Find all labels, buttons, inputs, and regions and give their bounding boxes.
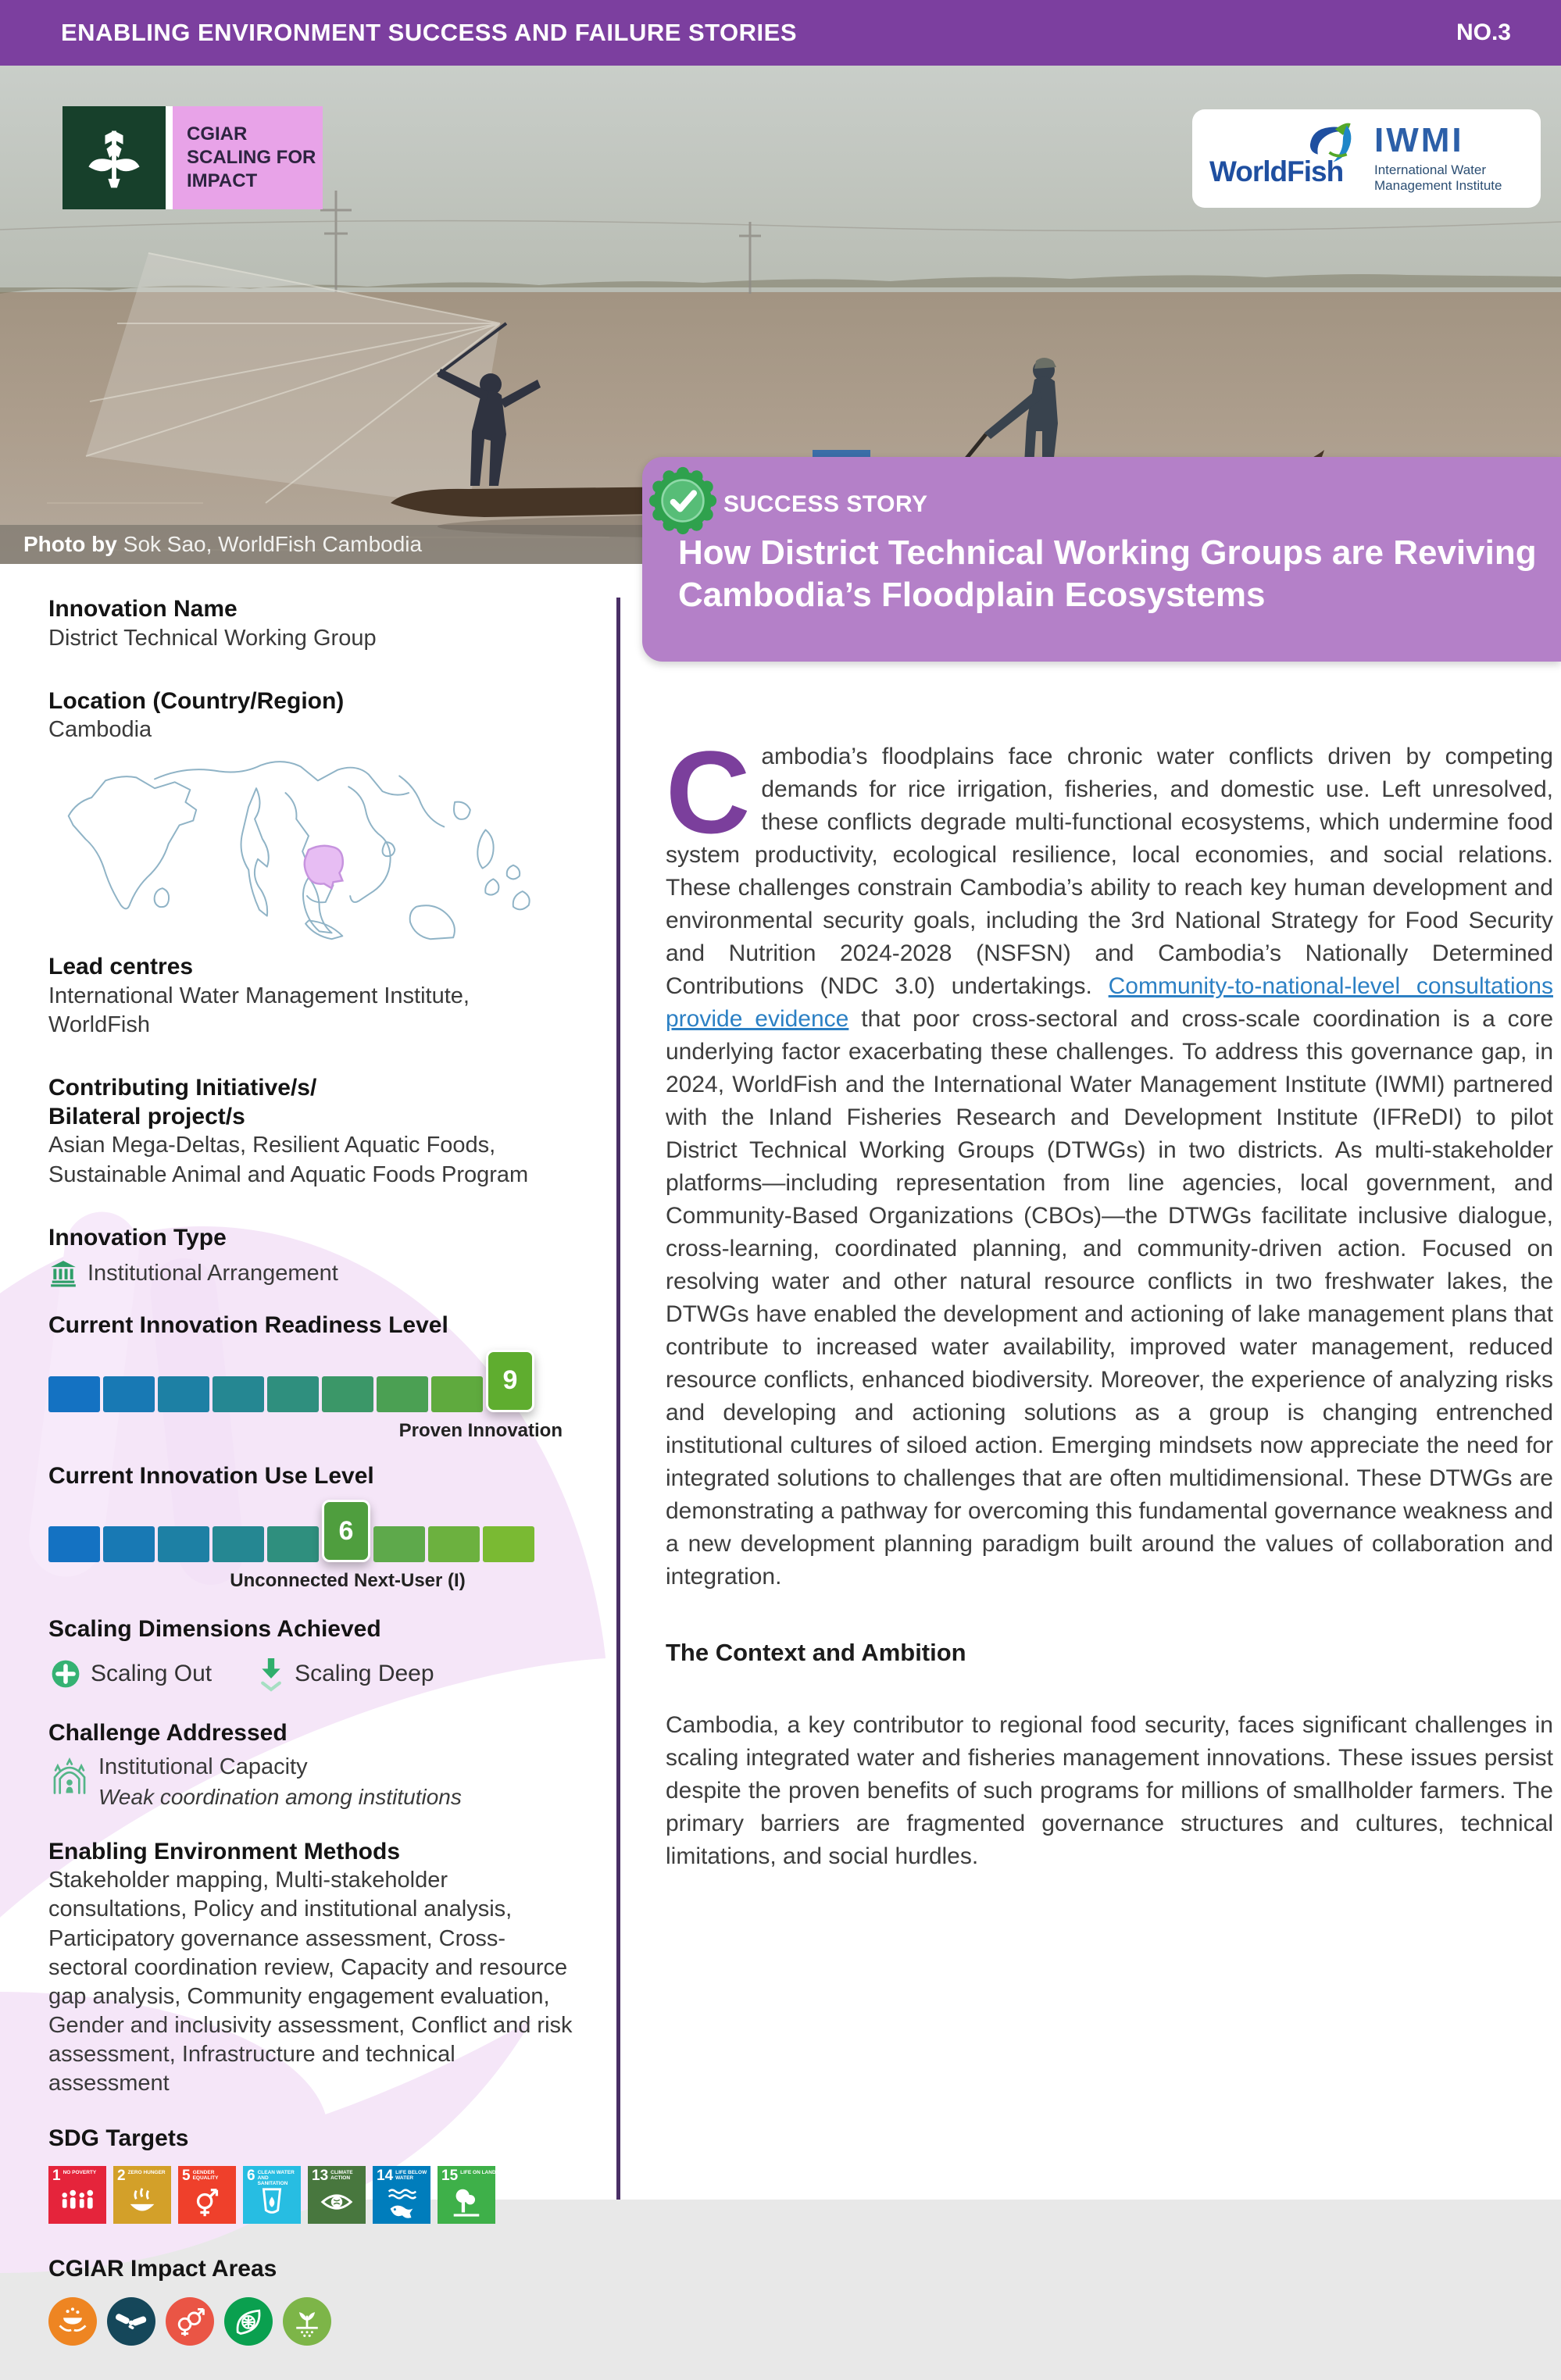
level-cell [158, 1526, 209, 1562]
level-cell [267, 1376, 319, 1412]
readiness-section [48, 1311, 603, 1442]
level-cell [103, 1376, 155, 1412]
innovation-name-section [48, 595, 603, 653]
level-indicator-box: 6 [322, 1500, 370, 1562]
iwmi-tagline [1374, 162, 1523, 194]
header-bar [0, 0, 1561, 66]
sdg-1-tile: 1 NO POVERTY [48, 2166, 106, 2224]
impact-label: CGIAR Impact Areas [48, 2255, 277, 2282]
challenge-label: Challenge Addressed [48, 1720, 288, 1746]
gender-equality-youth-inclusion-icon [166, 2297, 214, 2346]
use-level-label: Current Innovation Use Level [48, 1462, 374, 1489]
issue-number: NO.3 [1456, 20, 1511, 45]
cgiar-logo [63, 106, 323, 209]
poverty-reduction-jobs-icon [107, 2297, 155, 2346]
innovation-type-value: Institutional Arrangement [88, 1260, 338, 1286]
scaling-out-icon [48, 1657, 83, 1691]
contributing-section [48, 1074, 603, 1189]
scaling-deep-label: Scaling Deep [295, 1661, 434, 1686]
challenge-note: Weak coordination among institutions [98, 1784, 462, 1809]
worldfish-logo [1209, 120, 1362, 198]
location-value: Cambodia [48, 717, 152, 743]
level-cell [483, 1526, 534, 1562]
photo-credit-value: Sok Sao, WorldFish Cambodia [123, 532, 423, 556]
sdg-14-tile: 14 LIFE BELOW WATER [373, 2166, 430, 2224]
iwmi-wordmark: IWMI [1374, 120, 1464, 159]
sdg-1-icon [59, 2185, 96, 2221]
main-column [666, 726, 1553, 1873]
institution-bank-icon [48, 1258, 78, 1288]
scaling-label: Scaling Dimensions Achieved [48, 1616, 381, 1643]
cgiar-logo-divider [166, 106, 173, 209]
lead-paragraph-post: that poor cross-sectoral and cross-scale coordination is a core underlying factor exacerbating these challenges. To address this governance gap, in 2024, WorldFish and the International Water Management Institute (IWMI) partnered with the Inland Fisheries Research and Development Institute (IFReDI) to pilot District Technical Working Groups (DTWGs) in two districts. As multi-stakeholder platforms—including representation from line agencies, local government, and Community-Based Organizations (CBOs)—the DTWGs facilitate inclusive dialogue, cross-learning, coordinated planning, and community-driven action. Focused on resolving water and other natural resource conflicts in two freshwater lakes, the DTWGs have enabled the development and actioning of lake management plans that contribute to increased water availability, improved water management, reduced resource conflicts, enhanced biodiversity. Moreover, the experience of analyzing risks and developing and actioning solutions as a group is changing entrenched institutional cultures of siloed action. Emerging mindsets now appreciate the need for integrated solutions to challenges that are often multidimensional. These DTWGs are demonstrating a pathway for overcoming this fundamental governance weakness and a new development planning paradigm built around the values of collaboration and integration. [666, 1006, 1553, 1590]
level-cell [213, 1376, 264, 1412]
partner-logos [1192, 109, 1541, 208]
cgiar-line1: CGIAR [187, 123, 248, 145]
sdg-15-tile: 15 LIFE ON LAND [438, 2166, 495, 2224]
level-cell [48, 1376, 100, 1412]
readiness-caption: Proven Innovation [398, 1419, 563, 1441]
cgiar-logo-text [173, 106, 323, 209]
challenge-value: Institutional Capacity [98, 1754, 308, 1779]
level-cell [322, 1376, 373, 1412]
sdg-13-icon [318, 2185, 355, 2221]
success-story-panel [642, 457, 1561, 662]
header-title: ENABLING ENVIRONMENT SUCCESS AND FAILURE STORIES [61, 19, 798, 46]
sdg-5-icon [188, 2185, 226, 2221]
environmental-health-biodiversity-icon [283, 2297, 331, 2346]
scaling-out-label: Scaling Out [91, 1661, 213, 1686]
sdg-2-icon [123, 2185, 161, 2221]
methods-section [48, 1838, 603, 2098]
lead-centres-label: Lead centres [48, 954, 194, 980]
methods-value: Stakeholder mapping, Multi-stakeholder consultations, Policy and institutional analysis, Participatory governance assessment, Cross-sectoral coordination review, Capacity and resource gap analysis, Community engagement evaluation, Gender and inclusivity assessment, Conflict and risk assessment, Infrastructure and technical assessment [48, 1868, 573, 2096]
lead-centres-value: International Water Management Institute, WorldFish [48, 983, 470, 1038]
sdg-label: SDG Targets [48, 2125, 189, 2152]
sdg-5-tile: 5 GENDER EQUALITY [178, 2166, 236, 2224]
level-cell [428, 1526, 480, 1562]
iwmi-tagline-1: International Water [1374, 162, 1486, 177]
iwmi-tagline-2: Management Institute [1374, 178, 1502, 193]
location-label: Location (Country/Region) [48, 687, 345, 714]
lead-paragraph-pre: ambodia’s floodplains face chronic water conflicts driven by competing demands for rice irrigation, fisheries, and domestic use. Left unresolved, these conflicts degrade multi-functional ecosystems, which undermine food system productivity, ecological resilience, local economies, and social relations. These challenges constrain Cambodia’s ability to reach key human development and environmental security goals, including the 3rd National Strategy for Food Security and Nutrition 2024-2028 (NSFSN) and Cambodia’s Nationally Determined Contributions (NDC 3.0) undertakings. [666, 744, 1553, 999]
innovation-name-label: Innovation Name [48, 596, 238, 622]
scaling-deep-icon [255, 1655, 287, 1693]
level-cell [158, 1376, 209, 1412]
methods-label: Enabling Environment Methods [48, 1838, 401, 1864]
readiness-label: Current Innovation Readiness Level [48, 1312, 448, 1339]
level-cell [431, 1376, 483, 1412]
innovation-type-section [48, 1224, 603, 1289]
cgiar-line2: SCALING FOR [187, 147, 316, 168]
use-level-bar [48, 1517, 567, 1562]
scaling-section [48, 1615, 603, 1693]
cambodia-highlight [305, 846, 343, 888]
location-section [48, 687, 603, 946]
sdg-6-tile: 6 CLEAN WATER AND SANITATION [243, 2166, 301, 2224]
contributing-value: Asian Mega-Deltas, Resilient Aquatic Foods, Sustainable Animal and Aquatic Foods Program [48, 1133, 529, 1187]
nutrition-health-food-security-icon [48, 2297, 97, 2346]
sidebar [48, 595, 603, 2380]
scaling-out-item [48, 1657, 212, 1691]
scaling-deep-item [255, 1655, 434, 1693]
success-story-badge-label: SUCCESS STORY [723, 491, 928, 517]
sdg-6-icon [253, 2185, 291, 2221]
success-check-badge-icon [648, 466, 717, 535]
level-cell [267, 1526, 319, 1562]
level-cell [103, 1526, 155, 1562]
impact-icon-row [48, 2297, 603, 2346]
cgiar-wheat-icon [63, 106, 166, 209]
lead-paragraph [666, 726, 1553, 1593]
institutional-capacity-icon [48, 1753, 91, 1797]
contributing-label-1: Contributing Initiative/s/ [48, 1075, 317, 1101]
level-indicator-box: 9 [486, 1350, 534, 1412]
context-paragraph: Cambodia, a key contributor to regional food security, faces significant challenges in scaling integrated water and fisheries management innovations. These issues persist despite the proven benefits of such programs for millions of smallholder farmers. The primary barriers are fragmented governance structures and cultures, technical limitations, and social hurdles. [666, 1712, 1553, 1869]
dropcap: C [666, 726, 751, 858]
story-title: How District Technical Working Groups are Reviving Cambodia’s Floodplain Ecosystems [678, 533, 1537, 615]
consultations-evidence-link[interactable]: Community-to-national-level consultations provide evidence [666, 973, 1553, 1032]
impact-section [48, 2255, 603, 2346]
photo-credit-label: Photo by [23, 532, 117, 556]
column-divider [616, 598, 620, 2200]
level-cell [373, 1526, 425, 1562]
challenge-section [48, 1719, 603, 1810]
sdg-section [48, 2125, 603, 2224]
level-cell [48, 1526, 100, 1562]
use-level-caption: Unconnected Next-User (I) [230, 1570, 466, 1592]
iwmi-logo [1363, 120, 1523, 194]
innovation-type-label: Innovation Type [48, 1224, 227, 1251]
sdg-icon-row [48, 2166, 603, 2224]
innovation-name-value: District Technical Working Group [48, 625, 377, 651]
use-level-section [48, 1462, 603, 1593]
readiness-level-bar [48, 1367, 567, 1412]
contributing-label [48, 1074, 603, 1131]
climate-adaptation-mitigation-icon [224, 2297, 273, 2346]
cgiar-line3: IMPACT [187, 170, 258, 191]
sdg-14-icon [383, 2185, 420, 2221]
level-cell [377, 1376, 428, 1412]
worldfish-wordmark: WorldFish [1209, 155, 1344, 187]
context-ambition-heading: The Context and Ambition [666, 1639, 966, 1666]
lead-centres-section [48, 953, 603, 1040]
sdg-15-icon [448, 2185, 485, 2221]
location-map [55, 755, 603, 945]
sdg-13-tile: 13 CLIMATE ACTION [308, 2166, 366, 2224]
sdg-2-tile: 2 ZERO HUNGER [113, 2166, 171, 2224]
level-cell [213, 1526, 264, 1562]
contributing-label-2: Bilateral project/s [48, 1103, 245, 1129]
